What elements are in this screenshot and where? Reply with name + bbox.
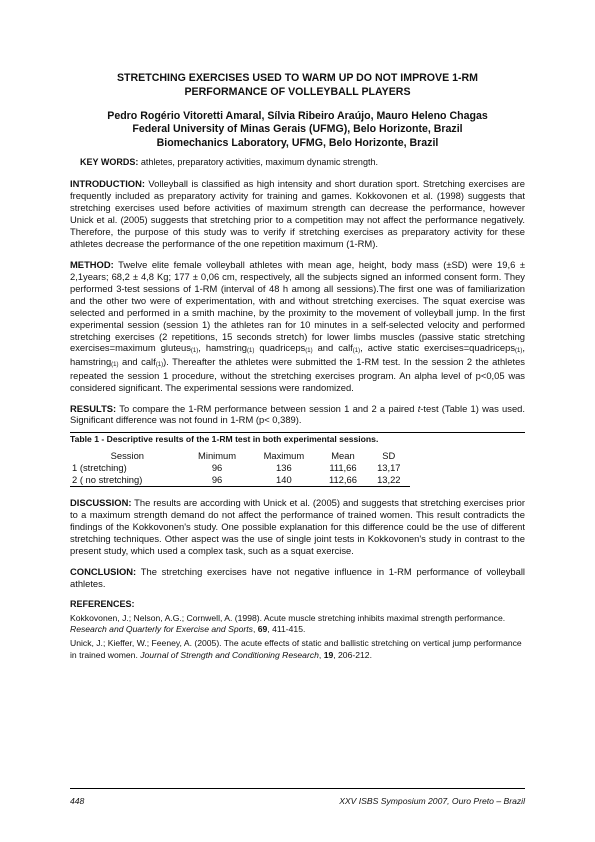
subscript: (1) bbox=[352, 348, 361, 355]
subscript: (1) bbox=[155, 362, 164, 369]
method-text-7: and calf bbox=[118, 356, 156, 368]
table-cell: 136 bbox=[276, 462, 292, 474]
method-text-3: quadriceps bbox=[254, 342, 306, 354]
table-caption-text: Table 1 - Descriptive results of the 1-RM test in both experimental sessions. bbox=[70, 434, 379, 445]
title-line-2: PERFORMANCE OF VOLLEYBALL PLAYERS bbox=[184, 85, 411, 98]
reference-item bbox=[70, 613, 525, 635]
reference-pages: , 206-212. bbox=[333, 649, 372, 660]
keywords bbox=[80, 157, 525, 168]
results-text-1: To compare the 1-RM performance between session 1 and 2 a paired bbox=[119, 402, 418, 414]
reference-journal: Research and Quarterly for Exercise and Sports bbox=[70, 624, 253, 635]
footer-event: XXV ISBS Symposium 2007, Ouro Preto – Brazil bbox=[339, 796, 525, 806]
subscript: (1) bbox=[305, 348, 313, 355]
affiliation bbox=[70, 123, 525, 151]
results-t: t bbox=[417, 402, 421, 414]
table-caption bbox=[70, 432, 525, 445]
introduction-section bbox=[70, 178, 525, 250]
method-text-2: , hamstring bbox=[198, 342, 248, 354]
page-number: 448 bbox=[70, 796, 85, 806]
table-cell: 2 ( no stretching) bbox=[70, 474, 185, 486]
discussion-section bbox=[70, 497, 525, 557]
references-heading: REFERENCES: bbox=[70, 598, 135, 609]
title-line-1: STRETCHING EXERCISES USED TO WARM UP DO NOT IMPROVE 1-RM bbox=[116, 72, 478, 84]
reference-text: Kokkovonen, J.; Nelson, A.G.; Cornwell, A. (1998). Acute muscle stretching inhibits maximal strength performance. bbox=[70, 613, 506, 624]
table-header: Maximum bbox=[263, 450, 305, 462]
table-cell: 112,66 bbox=[318, 474, 367, 486]
method-heading: METHOD: bbox=[70, 258, 114, 270]
authors: Pedro Rogério Vitoretti Amaral, Sílvia Ribeiro Araújo, Mauro Heleno Chagas bbox=[107, 109, 488, 122]
paper-title bbox=[70, 72, 525, 100]
method-text-5: , active static exercises=quadriceps bbox=[360, 342, 516, 354]
table-cell: 13,22 bbox=[368, 474, 410, 486]
method-text-6: , hamstring bbox=[70, 342, 525, 368]
subscript: (1) bbox=[111, 362, 119, 369]
results-heading: RESULTS: bbox=[70, 402, 117, 414]
discussion-text: The results are according with Unick et al. (2005) and suggests that stretching exercises prior to a maximum strength demand do not affect the performance of trained women. This result contradicts the findings of the Kokkovonen's study. One possible explanation for this difference could be the use of different stretching techniques. Other aspect was the use of single joint tests in Kokkovonen's study in contrast to the present study, which used a complex task, such as a squat exercise. bbox=[70, 497, 525, 556]
reference-separator: , bbox=[318, 649, 324, 660]
subscript: (1) bbox=[515, 348, 523, 355]
reference-text: Unick, J.; Kieffer, W.; Feeney, A. (2005). The acute effects of static and ballistic stretching on vertical jump performance in trained women. bbox=[70, 638, 522, 660]
conclusion-section bbox=[70, 566, 525, 590]
table-cell: 96 bbox=[211, 462, 223, 474]
affiliation-line-2: Biomechanics Laboratory, UFMG, Belo Horizonte, Brazil bbox=[156, 137, 439, 150]
method-text-1: Twelve elite female volleyball athletes with mean age, height, body mass (±SD) were 19,6 ± 2,1years; 68,2 ± 4,8 Kg; 177 ± 0,06 cm, respectively, all the subjects signed an informed consent form. They performed 3-test sessions of 1-RM (interval of 48 h among all sessions).The first one was of familiarization and the other two were of experimentation, with and without stretching exercises. The squat exercise was selected and performed in a smith machine, by the proximity to the movement of volleyball jump. In the first experimental session (session 1) the athletes ran for 10 minutes in a self-selected velocity and performed stretching exercises (2 repetitions, 15 seconds stretch) for lower limbs muscles (passive static stretching exercises=maximum gluteus bbox=[70, 258, 525, 354]
discussion-heading: DISCUSSION: bbox=[70, 497, 132, 509]
reference-volume: 19 bbox=[323, 649, 334, 660]
reference-item bbox=[70, 638, 525, 660]
conclusion-text: The stretching exercises have not negative influence in 1-RM performance of volleyball athletes. bbox=[70, 565, 526, 589]
results-section bbox=[70, 403, 525, 427]
method-text-8: ). Thereafter the athletes were submitted the 1-RM test. In the session 2 the athletes repeated the session 1 procedure, without the stretching exercises program. An alpha level of p<0,05 was considered significant. The experimental sessions were randomized. bbox=[70, 356, 525, 393]
results-table bbox=[70, 450, 410, 487]
results-text-2: -test (Table 1) was used. Significant difference was not found in 1-RM (p< 0,389). bbox=[70, 402, 525, 426]
page-footer bbox=[70, 788, 525, 807]
table-header-row bbox=[70, 450, 410, 462]
affiliation-line-1: Federal University of Minas Gerais (UFMG), Belo Horizonte, Brazil bbox=[132, 123, 463, 136]
reference-journal: Journal of Strength and Conditioning Research bbox=[140, 649, 319, 660]
table-cell: 140 bbox=[249, 474, 318, 486]
conclusion-heading: CONCLUSION: bbox=[70, 565, 137, 577]
table-header: Mean bbox=[331, 450, 355, 462]
table-cell: 13,17 bbox=[377, 462, 401, 474]
reference-pages: , 411-415. bbox=[267, 624, 306, 635]
subscript: (1) bbox=[247, 348, 255, 355]
table-header: SD bbox=[382, 450, 396, 462]
introduction-heading: INTRODUCTION: bbox=[70, 178, 145, 190]
paper-page bbox=[70, 72, 525, 664]
reference-separator: , bbox=[252, 624, 258, 635]
table-row bbox=[70, 474, 410, 486]
keywords-label: KEY WORDS: bbox=[80, 156, 139, 167]
subscript: (1) bbox=[190, 348, 199, 355]
keywords-text: athletes, preparatory activities, maximum dynamic strength. bbox=[140, 156, 378, 167]
table-cell: 1 (stretching) bbox=[72, 462, 127, 474]
table-cell: 111,66 bbox=[329, 462, 357, 474]
table-cell: 96 bbox=[185, 474, 250, 486]
table-row bbox=[70, 462, 410, 474]
introduction-text: Volleyball is classified as high intensity and short duration sport. Stretching exercises are frequently included as preparatory activity for training and games. Kokkovonen et al. (1998) suggests that stretching exercises used before activities of maximum strength can decrease the performance, however Unick et al. (2005) suggests that stretching prior to a competition may not affect the performance negatively. Therefore, the purpose of this study was to verify if stretching exercises as preparatory activity for these athletes decrease the performance of the one repetition maximum (1-RM). bbox=[70, 178, 525, 249]
method-text-4: and calf bbox=[312, 342, 353, 354]
method-section bbox=[70, 259, 525, 394]
reference-volume: 69 bbox=[257, 624, 268, 635]
table-header: Minimum bbox=[198, 450, 237, 462]
table-header: Session bbox=[110, 450, 144, 462]
